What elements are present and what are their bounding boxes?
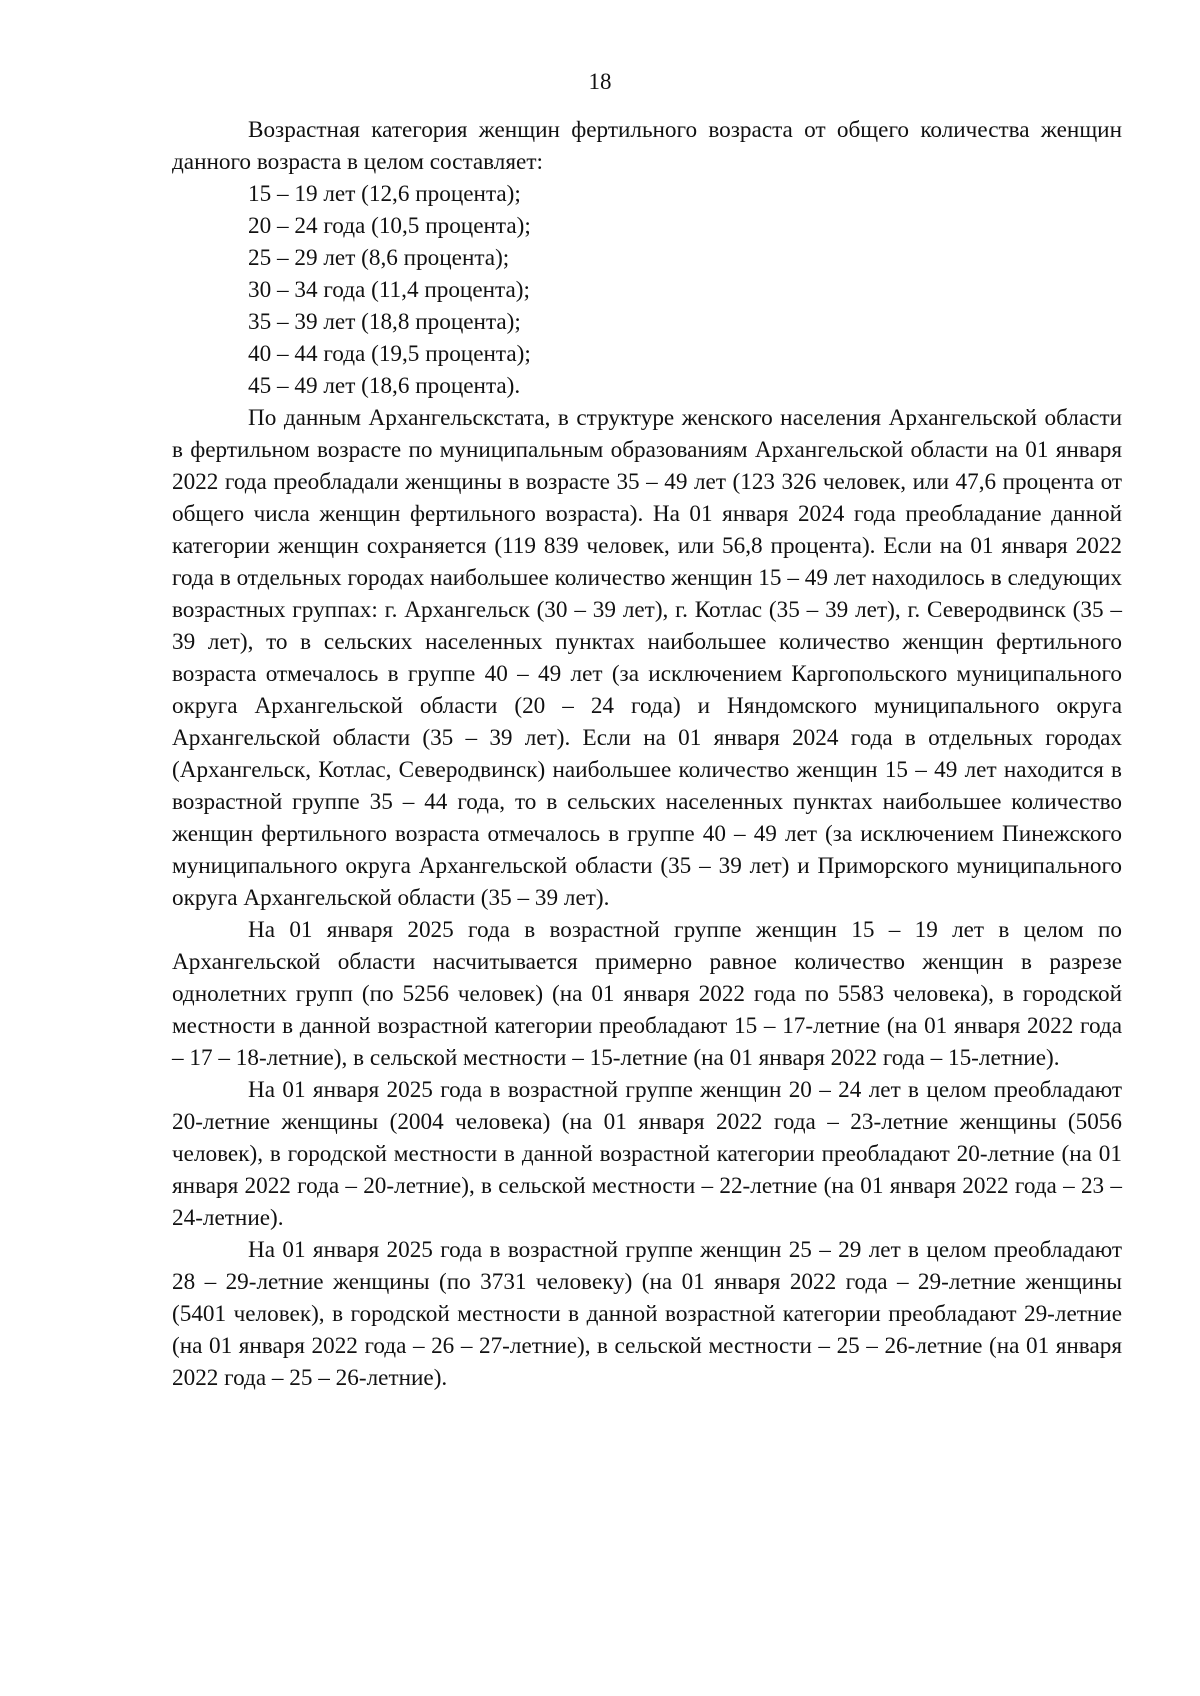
intro-paragraph: Возрастная категория женщин фертильного возраста от общего количества женщин данного возраста в целом составляет: <box>172 117 1122 175</box>
list-item: 15 – 19 лет (12,6 процента); <box>248 181 521 207</box>
age-category-list <box>172 178 1122 402</box>
list-item: 20 – 24 года (10,5 процента); <box>248 213 531 239</box>
paragraph-20-24: На 01 января 2025 года в возрастной группе женщин 20 – 24 лет в целом преобладают 20-летние женщины (2004 человека) (на 01 января 2022 года – 23-летние женщины (5056 человек), в городской местности в данной возрастной категории преобладают 20-летние (на 01 января 2022 года – 20-летние), в сельской местности – 22-летние (на 01 января 2022 года – 23 – 24-летние). <box>172 1077 1122 1231</box>
list-item: 45 – 49 лет (18,6 процента). <box>248 373 521 399</box>
list-item: 25 – 29 лет (8,6 процента); <box>248 245 510 271</box>
document-body <box>172 114 1122 1394</box>
list-item: 30 – 34 года (11,4 процента); <box>248 277 530 303</box>
list-item: 35 – 39 лет (18,8 процента); <box>248 309 521 335</box>
paragraph-15-19: На 01 января 2025 года в возрастной группе женщин 15 – 19 лет в целом по Архангельской области насчитывается примерно равное количество женщин в разрезе однолетних групп (по 5256 человек) (на 01 января 2022 года по 5583 человека), в городской местности в данной возрастной категории преобладают 15 – 17-летние (на 01 января 2022 года – 17 – 18-летние), в сельской местности – 15-летние (на 01 января 2022 года – 15-летние). <box>172 917 1122 1071</box>
list-item: 40 – 44 года (19,5 процента); <box>248 341 531 367</box>
paragraph-25-29: На 01 января 2025 года в возрастной группе женщин 25 – 29 лет в целом преобладают 28 – 29-летние женщины (по 3731 человеку) (на 01 января 2022 года – 29-летние женщины (5401 человек), в городской местности в данной возрастной категории преобладают 29-летние (на 01 января 2022 года – 26 – 27-летние), в сельской местности – 25 – 26-летние (на 01 января 2022 года – 25 – 26-летние). <box>172 1237 1122 1391</box>
page-number: 18 <box>588 69 612 94</box>
paragraph-structure: По данным Архангельскстата, в структуре женского населения Архангельской области в фертильном возрасте по муниципальным образованиям Архангельской области на 01 января 2022 года преобладали женщины в возрасте 35 – 49 лет (123 326 человек, или 47,6 процента от общего числа женщин фертильного возраста). На 01 января 2024 года преобладание данной категории женщин сохраняется (119 839 человек, или 56,8 процента). Если на 01 января 2022 года в отдельных городах наибольшее количество женщин 15 – 49 лет находилось в следующих возрастных группах: г. Архангельск (30 – 39 лет), г. Котлас (35 – 39 лет), г. Северодвинск (35 – 39 лет), то в сельских населенных пунктах наибольшее количество женщин фертильного возраста отмечалось в группе 40 – 49 лет (за исключением Каргопольского муниципального округа Архангельской области (20 – 24 года) и Няндомского муниципального округа Архангельской области (35 – 39 лет). Если на 01 января 2024 года в отдельных городах (Архангельск, Котлас, Северодвинск) наибольшее количество женщин 15 – 49 лет находится в возрастной группе 35 – 44 года, то в сельских населенных пунктах наибольшее количество женщин фертильного возраста отмечалось в группе 40 – 49 лет (за исключением Пинежского муниципального округа Архангельской области (35 – 39 лет) и Приморского муниципального округа Архангельской области (35 – 39 лет). <box>172 405 1122 911</box>
